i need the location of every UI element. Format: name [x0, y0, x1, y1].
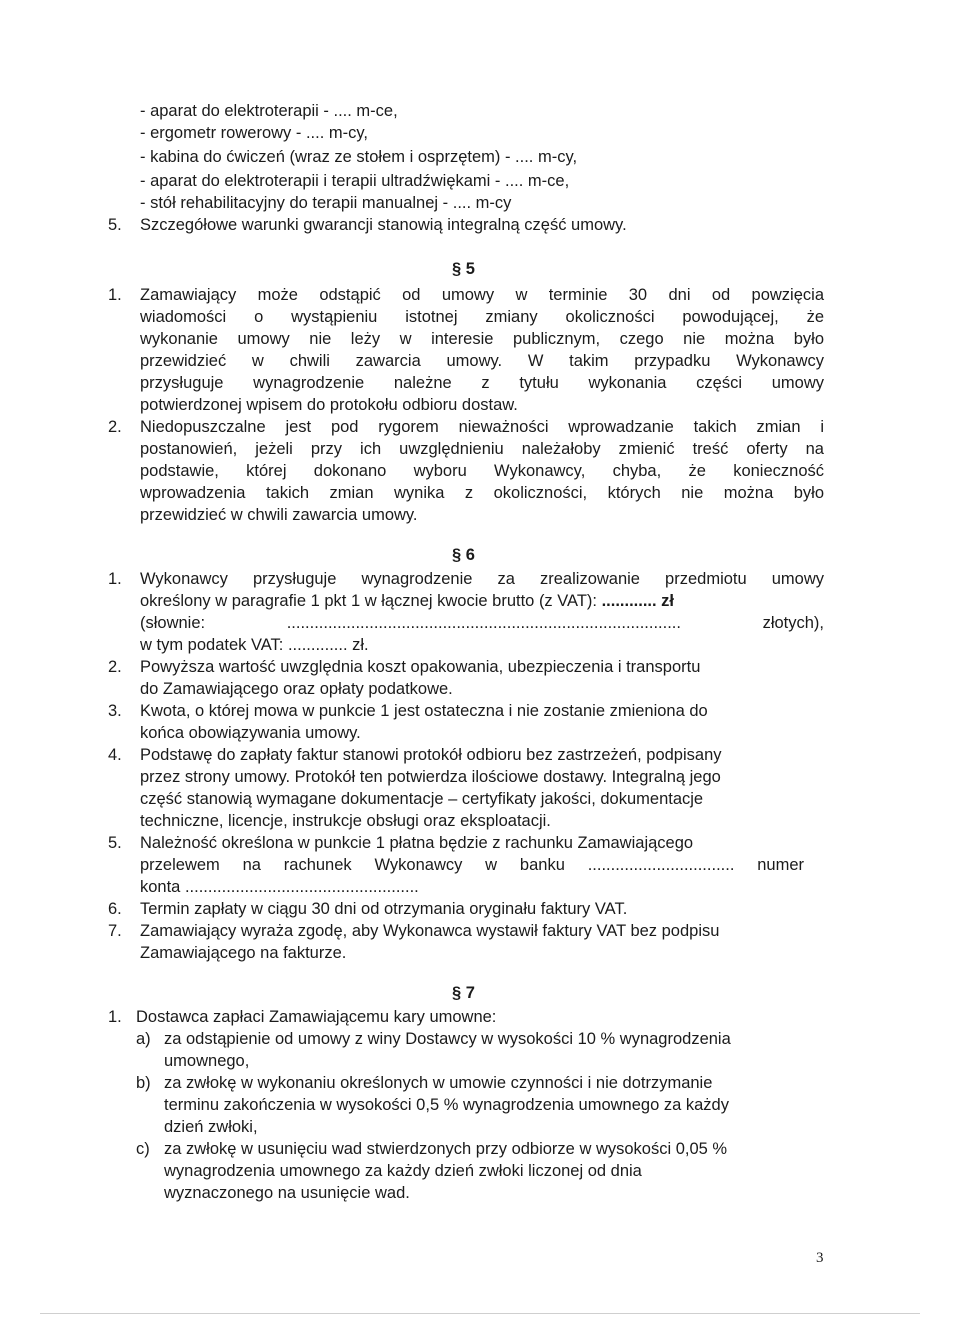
item-number: 2. [108, 418, 122, 436]
paragraph-line: za zwłokę w usunięciu wad stwierdzonych przy odbiorze w wysokości 0,05 % [164, 1140, 728, 1158]
item-number: 3. [108, 702, 122, 720]
item-number: 5. [108, 216, 122, 234]
paragraph-line: Termin zapłaty w ciągu 30 dni od otrzymania oryginału faktury VAT. [140, 900, 628, 918]
item-number: 1. [108, 570, 122, 588]
equipment-line: - aparat do elektroterapii i terapii ultradźwiękami - .... m-ce, [140, 172, 570, 190]
section-heading: § 5 [452, 260, 475, 278]
paragraph-line: końca obowiązywania umowy. [140, 724, 361, 742]
paragraph-line: przysługuje wynagrodzenie należne z tytułu wykonania części umowy [140, 374, 824, 392]
paragraph-line: do Zamawiającego oraz opłaty podatkowe. [140, 680, 453, 698]
item-number: 6. [108, 900, 122, 918]
item-number: 1. [108, 286, 122, 304]
paragraph-line: Dostawca zapłaci Zamawiającemu kary umowne: [136, 1008, 497, 1026]
item-number: 1. [108, 1008, 122, 1026]
paragraph-line: Zamawiający wyraża zgodę, aby Wykonawca wystawił faktury VAT bez podpisu [140, 922, 720, 940]
paragraph-line: Zamawiającego na fakturze. [140, 944, 347, 962]
section-heading: § 7 [452, 984, 475, 1002]
paragraph-line: część stanowią wymagane dokumentacje – certyfikaty jakości, dokumentacje [140, 790, 704, 808]
paragraph-line: Szczegółowe warunki gwarancji stanowią integralną część umowy. [140, 216, 627, 234]
item-number: 5. [108, 834, 122, 852]
paragraph-line: techniczne, licencje, instrukcje obsługi oraz eksploatacji. [140, 812, 551, 830]
paragraph-line: Należność określona w punkcie 1 płatna będzie z rachunku Zamawiającego [140, 834, 694, 852]
paragraph-line: Powyższa wartość uwzględnia koszt opakowania, ubezpieczenia i transportu [140, 658, 701, 676]
paragraph-line: przelewem na rachunek Wykonawcy w banku ................................ numer [140, 856, 804, 874]
paragraph-line: Podstawę do zapłaty faktur stanowi protokół odbioru bez zastrzeżeń, podpisany [140, 746, 722, 764]
equipment-line: - ergometr rowerowy - .... m-cy, [140, 124, 368, 142]
item-letter: c) [136, 1140, 150, 1158]
paragraph-line: dzień zwłoki, [164, 1118, 258, 1136]
paragraph-line: w tym podatek VAT: ............. zł. [140, 636, 369, 654]
item-number: 4. [108, 746, 122, 764]
paragraph-line: wiadomości o wystąpieniu istotnej zmiany okoliczności powodującej, że [140, 308, 824, 326]
paragraph-line: postanowień, jeżeli przy ich uwzględnieniu należałoby zmienić treść oferty na [140, 440, 824, 458]
item-number: 7. [108, 922, 122, 940]
paragraph-line: wynagrodzenia umownego za każdy dzień zwłoki liczonej od dnia [164, 1162, 642, 1180]
paragraph-line: Niedopuszczalne jest pod rygorem nieważności wprowadzanie takich zmian i [140, 418, 824, 436]
paragraph-line: za odstąpienie od umowy z winy Dostawcy w wysokości 10 % wynagrodzenia [164, 1030, 731, 1048]
paragraph-line: za zwłokę w wykonaniu określonych w umowie czynności i nie dotrzymanie [164, 1074, 713, 1092]
paragraph-line: terminu zakończenia w wysokości 0,5 % wynagrodzenia umownego za każdy [164, 1096, 729, 1114]
paragraph-text: określony w paragrafie 1 pkt 1 w łącznej kwocie brutto (z VAT): [140, 592, 602, 610]
section-heading: § 6 [452, 546, 475, 564]
paragraph-line: przez strony umowy. Protokół ten potwierdza ilościowe dostawy. Integralną jego [140, 768, 721, 786]
page-number: 3 [816, 1250, 824, 1266]
paragraph-line: przewidzieć w chwili zawarcia umowy. [140, 506, 418, 524]
paragraph-line: wyznaczonego na usunięcie wad. [164, 1184, 410, 1202]
paragraph-line: wykonanie umowy nie leży w interesie publicznym, czego nie można było [140, 330, 824, 348]
paragraph-line: podstawie, której dokonano wyboru Wykonawcy, chyba, że konieczność [140, 462, 824, 480]
paragraph-line: Zamawiający może odstąpić od umowy w terminie 30 dni od powzięcia [140, 286, 824, 304]
item-letter: a) [136, 1030, 151, 1048]
equipment-line: - aparat do elektroterapii - .... m-ce, [140, 102, 398, 120]
equipment-line: - kabina do ćwiczeń (wraz ze stołem i osprzętem) - .... m-cy, [140, 148, 578, 166]
item-letter: b) [136, 1074, 151, 1092]
paragraph-line: (słownie: ...................................................................................... złotych), [140, 614, 824, 632]
paragraph-line: Kwota, o której mowa w punkcie 1 jest ostateczna i nie zostanie zmieniona do [140, 702, 708, 720]
paragraph-line: umownego, [164, 1052, 250, 1070]
paragraph-line: konta ................................................... [140, 878, 419, 896]
item-number: 2. [108, 658, 122, 676]
equipment-line: - stół rehabilitacyjny do terapii manualnej - .... m-cy [140, 194, 512, 212]
paragraph-line: przewidzieć w chwili zawarcia umowy. W takim przypadku Wykonawcy [140, 352, 824, 370]
paragraph-line: potwierdzonej wpisem do protokołu odbioru dostaw. [140, 396, 518, 414]
paragraph-line: Wykonawcy przysługuje wynagrodzenie za zrealizowanie przedmiotu umowy [140, 570, 824, 588]
paragraph-line: wprowadzenia takich zmian wynika z okoliczności, których nie można było [140, 484, 824, 502]
bottom-rule [40, 1313, 920, 1314]
paragraph-line [140, 590, 674, 612]
amount-placeholder: ............ zł [601, 592, 675, 610]
